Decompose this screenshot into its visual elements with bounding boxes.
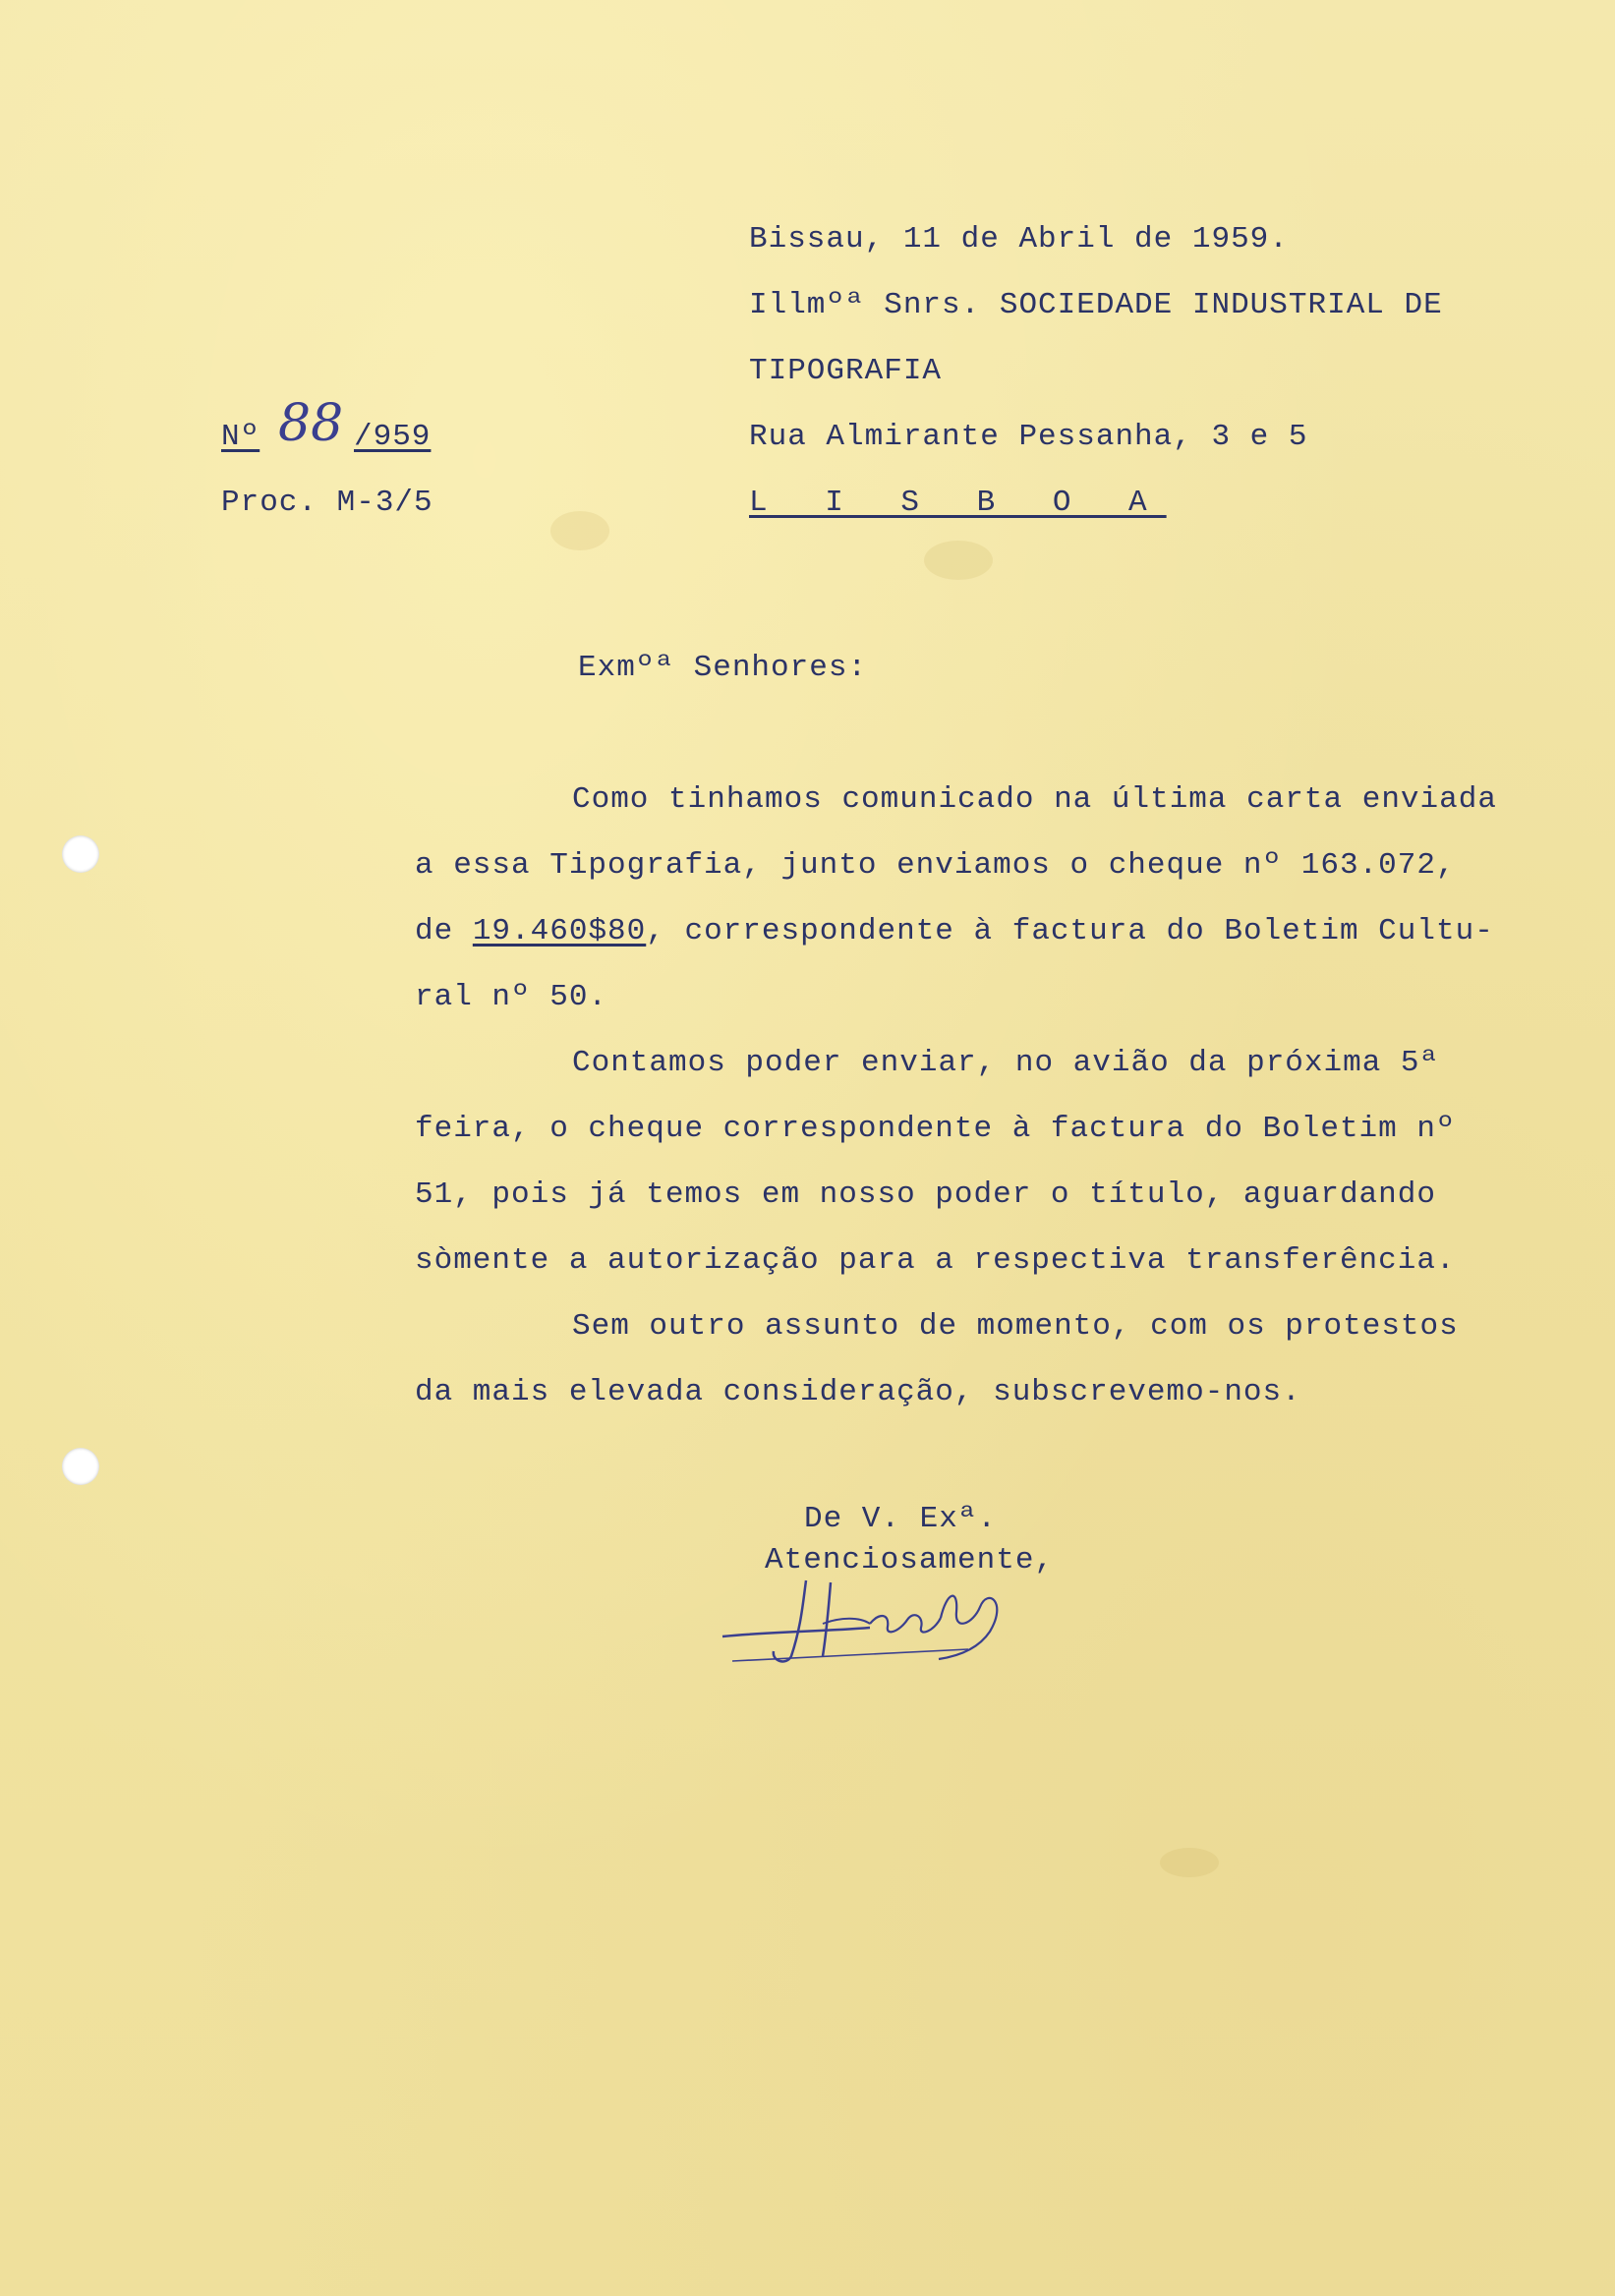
body-text: de <box>415 914 454 948</box>
salutation: Exmºª Senhores: <box>578 651 868 685</box>
closing-line-2: Atenciosamente, <box>765 1543 1055 1578</box>
cheque-amount: 19.460$80 <box>472 914 647 948</box>
letter-date: Bissau, 11 de Abril de 1959. <box>749 222 1289 257</box>
recipient-address: Rua Almirante Pessanha, 3 e 5 <box>749 420 1308 454</box>
reference-prefix: Nº <box>221 420 260 454</box>
body-line: Sem outro assunto de momento, com os protestos <box>572 1309 1459 1344</box>
recipient-line-2: TIPOGRAFIA <box>749 354 943 388</box>
body-line: feira, o cheque correspondente à factura do Boletim nº <box>415 1112 1456 1146</box>
paper-stain <box>1160 1848 1219 1877</box>
reference-number-handwritten: 88 <box>278 394 344 453</box>
paper-stain <box>924 541 993 580</box>
paper-stain <box>550 511 609 550</box>
body-line: a essa Tipografia, junto enviamos o cheque nº 163.072, <box>415 848 1456 883</box>
punch-hole-bottom <box>62 1448 99 1485</box>
body-line: Contamos poder enviar, no avião da próxima 5ª <box>572 1046 1440 1080</box>
body-text: , correspondente à factura do Boletim Cultu- <box>646 914 1494 948</box>
recipient-line-1: Illmºª Snrs. SOCIEDADE INDUSTRIAL DE <box>749 288 1443 322</box>
body-line: ral nº 50. <box>415 980 608 1014</box>
body-line: 51, pois já temos em nosso poder o título, aguardando <box>415 1177 1436 1212</box>
reference-year: /959 <box>354 420 432 454</box>
closing-line-1: De V. Exª. <box>804 1502 998 1536</box>
body-line: sòmente a autorização para a respectiva transferência. <box>415 1243 1456 1278</box>
recipient-city: L I S B O A <box>749 486 1167 520</box>
body-line <box>415 916 1494 947</box>
body-line: Como tinhamos comunicado na última carta enviada <box>572 782 1497 817</box>
body-line: da mais elevada consideração, subscrevemo-nos. <box>415 1375 1301 1409</box>
handwritten-signature <box>713 1563 1047 1681</box>
punch-hole-top <box>62 835 99 873</box>
process-reference: Proc. M-3/5 <box>221 486 433 520</box>
